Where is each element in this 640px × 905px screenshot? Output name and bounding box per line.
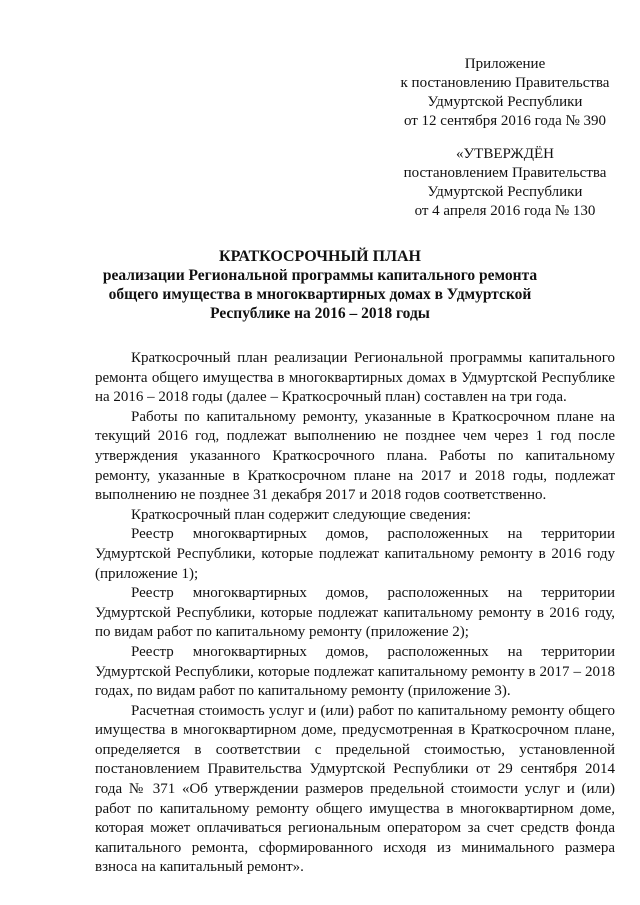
body-paragraph: Краткосрочный план реализации Региональной программы капитального ремонта общего имущества в многоквартирных домах в Удмуртской Республике на 2016 – 2018 годы (далее – Краткосрочный план) составлен на три года. xyxy=(95,350,615,406)
annex-block xyxy=(395,55,615,131)
approval-line: постановлением Правительства xyxy=(403,165,607,181)
approval-stamp-block xyxy=(395,145,615,221)
document-subtitle: реализации Региональной программы капитального ремонта общего имущества в многоквартирных домах в Удмуртской Республике на 2016 – 2018 годы xyxy=(102,267,538,322)
body-paragraph: Реестр многоквартирных домов, расположенных на территории Удмуртской Республики, которые подлежат капитальному ремонту в 2017 – 2018 годах, по видам работ по капитальному ремонту (приложение 3). xyxy=(95,643,615,700)
approval-line: от 4 апреля 2016 года № 130 xyxy=(414,203,596,219)
body-paragraph: Краткосрочный план содержит следующие сведения: xyxy=(131,506,472,523)
annex-line: к постановлению Правительства xyxy=(400,75,610,91)
annex-line: Приложение xyxy=(464,56,546,72)
annex-line: от 12 сентября 2016 года № 390 xyxy=(403,113,607,129)
document-title: КРАТКОСРОЧНЫЙ ПЛАН xyxy=(219,248,421,265)
body-paragraph: Реестр многоквартирных домов, расположенных на территории Удмуртской Республики, которые подлежат капитальному ремонту в 2016 году (приложение 1); xyxy=(95,526,615,582)
body-paragraph: Реестр многоквартирных домов, расположенных на территории Удмуртской Республики, которые подлежат капитальному ремонту в 2016 году, по видам работ по капитальному ремонту (приложение 2); xyxy=(95,585,615,641)
body-paragraph: Расчетная стоимость услуг и (или) работ по капитальному ремонту общего имущества в многоквартирном доме, предусмотренная в Краткосрочном плане, определяется в соответствии с предельной стоимостью, установленной постановлением Правительства Удмуртской Республики от 29 сентября 2014 года № 371 «Об утверждении размеров предельной стоимости услуг и (или) работ по капитальному ремонту общего имущества в многоквартирном доме, которая может оплачиваться региональным оператором за счет средств фонда капитального ремонта, сформированного исходя из минимального размера взноса на капитальный ремонт». xyxy=(95,702,615,876)
annex-line: Удмуртской Республики xyxy=(427,94,583,110)
body-paragraph: Работы по капитальному ремонту, указанные в Краткосрочном плане на текущий 2016 год, подлежат выполнению не позднее чем через 1 год после утверждения указанного Краткосрочного плана. Работы по капитальному ремонту, указанные в Краткосрочном плане на 2017 и 2018 годы, подлежат выполнению не позднее 31 декабря 2017 и 2018 годов соответственно. xyxy=(95,408,615,504)
document-body xyxy=(95,349,615,878)
approval-line: Удмуртской Республики xyxy=(427,184,583,200)
approval-line: «УТВЕРЖДЁН xyxy=(456,146,554,162)
